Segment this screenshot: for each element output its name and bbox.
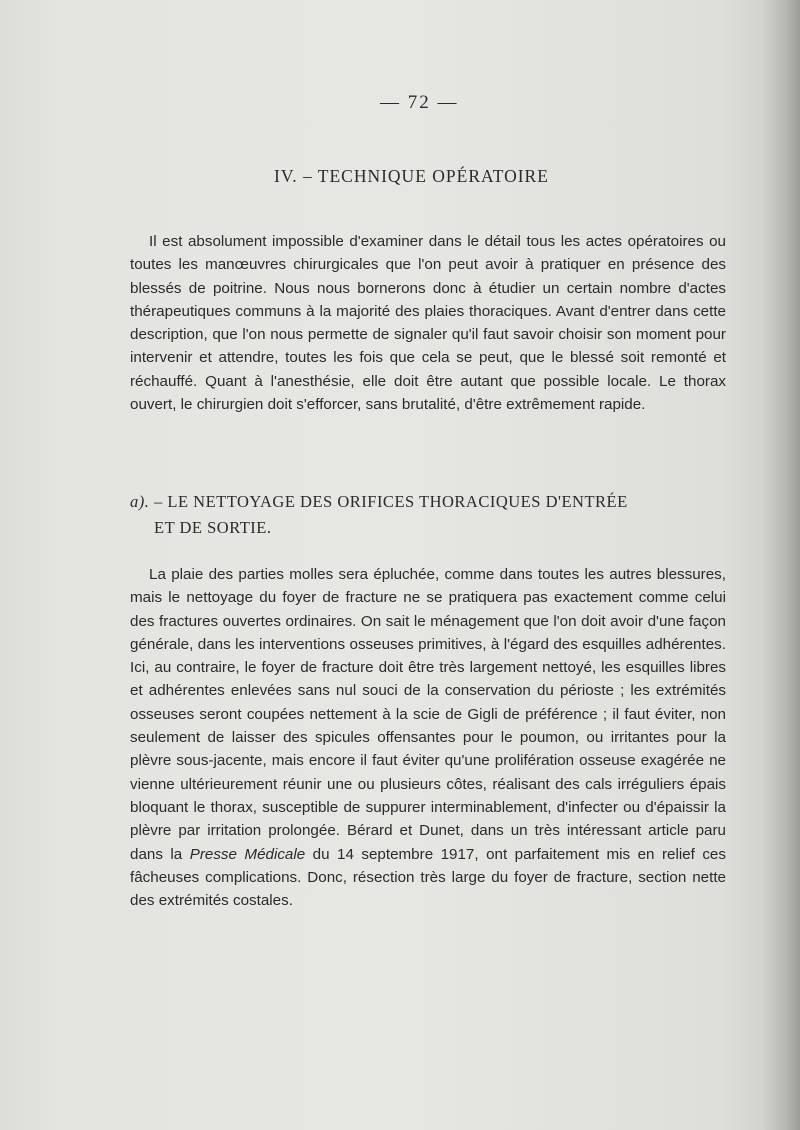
- section-title: IV. – TECHNIQUE OPÉRATOIRE: [274, 166, 549, 186]
- subsection-title-line1: – LE NETTOYAGE DES ORIFICES THORACIQUES D'ENTRÉE: [154, 492, 628, 511]
- journal-name: Presse Médicale: [189, 845, 306, 863]
- subsection-title-line2: ET DE SORTIE.: [154, 518, 272, 537]
- body-paragraph: [130, 563, 726, 912]
- body-text-part1: La plaie des parties molles sera épluchée, comme dans toutes les autres blessures, mais le nettoyage du foyer de fracture ne se pratiquera pas exactement comme celui des fractures ouvertes ordinaires. On sait le ménagement que l'on doit avoir d'une façon générale, dans les interventions osseuses primitives, à l'égard des esquilles adhérentes. Ici, au contraire, le foyer de fracture doit être très largement nettoyé, les esquilles libres et adhérentes enlevées sans nul souci de la conservation du périoste ; les extrémités osseuses seront coupées nettement à la scie de Gigli de préférence ; il faut éviter, non seulement de laisser des spicules offensantes pour le poumon, ou irritantes pour la plèvre sous-jacente, mais encore il faut éviter qu'une prolifération osseuse exagérée ne vienne ultérieurement réunir une ou plusieurs côtes, réalisant des cals irréguliers épais bloquant le thorax, susceptible de suppurer interminablement, d'infecter ou d'épaissir la plèvre par irritation prolongée. Bérard et Dunet, dans un très intéressant article paru dans la: [130, 566, 726, 863]
- page-number: — 72 —: [380, 92, 459, 113]
- page-spine-shadow: [762, 0, 800, 1130]
- body-text-part2: du 14 septembre 1917, ont parfaitement mis en relief ces fâcheuses complications. Donc, résection très large du foyer de fracture, section nette des extrémités costales.: [130, 845, 726, 910]
- subsection-marker: a).: [130, 492, 150, 511]
- subsection-heading: [130, 489, 730, 541]
- intro-paragraph: Il est absolument impossible d'examiner dans le détail tous les actes opératoires ou toutes les manœuvres chirurgicales que l'on peut avoir à pratiquer en présence des blessés de poitrine. Nous nous bornerons donc à étudier un certain nombre d'actes thérapeutiques communs à la majorité des plaies thoraciques. Avant d'entrer dans cette description, que l'on nous permette de signaler qu'il faut savoir choisir son moment pour intervenir et attendre, toutes les fois que cela se peut, que le blessé soit remonté et réchauffé. Quant à l'anesthésie, elle doit être autant que possible locale. Le thorax ouvert, le chirurgien doit s'efforcer, sans brutalité, d'être extrêmement rapide.: [130, 233, 726, 414]
